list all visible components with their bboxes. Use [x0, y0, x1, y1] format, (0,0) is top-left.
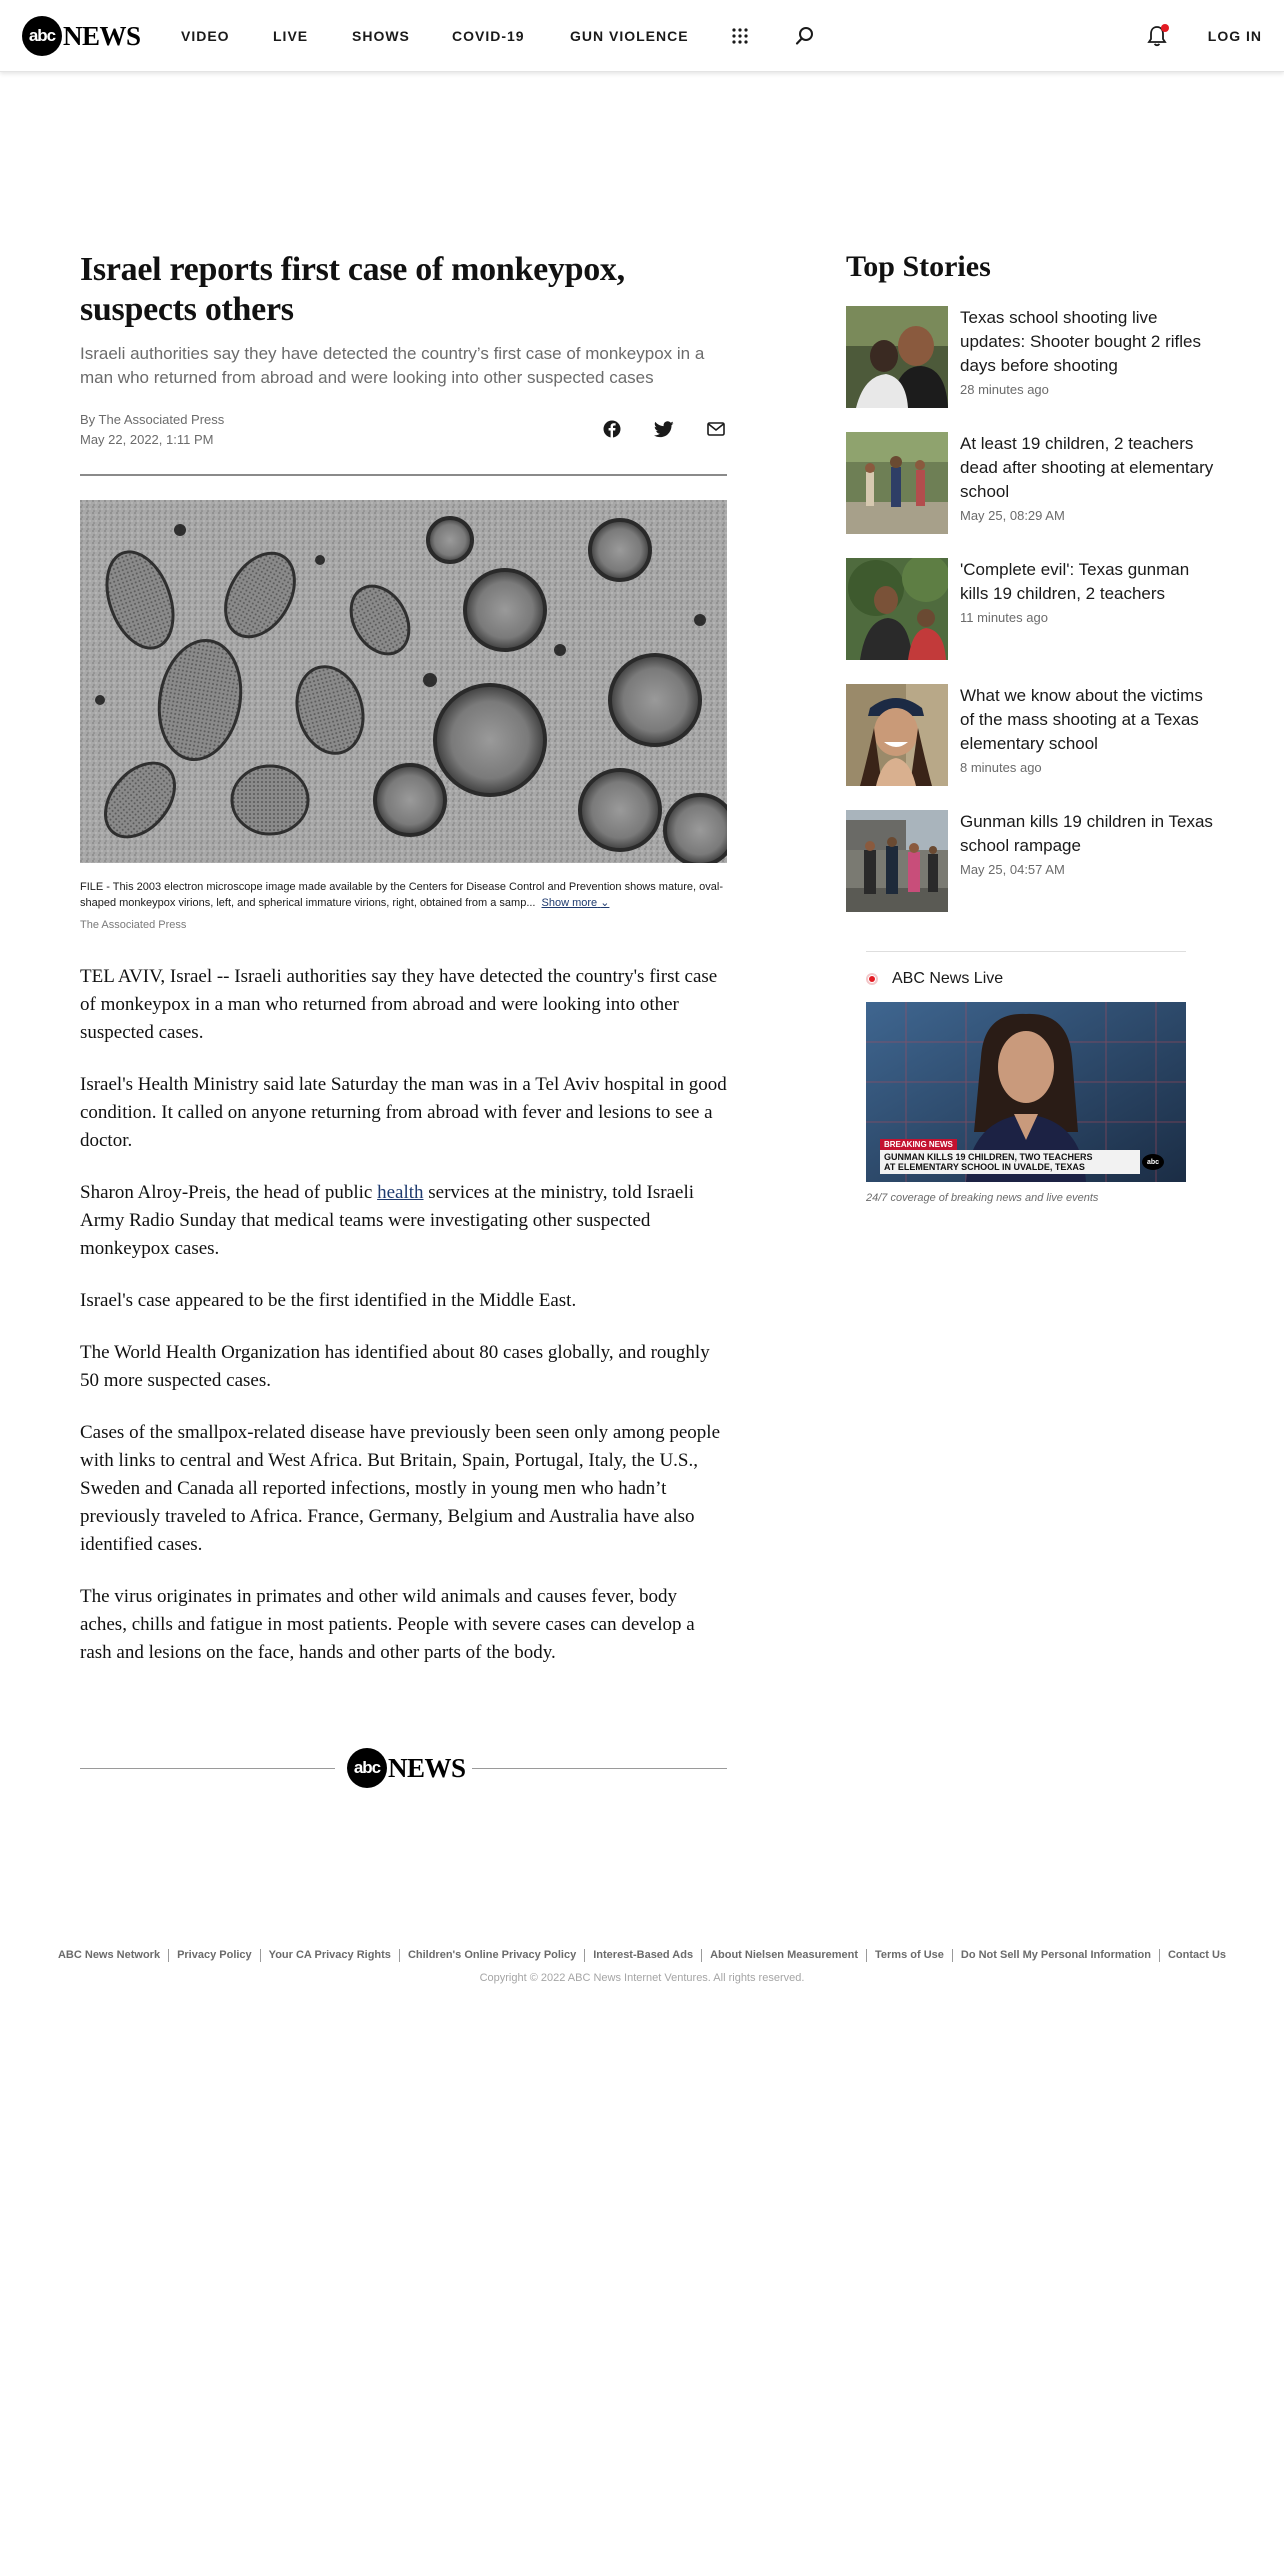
apps-grid-icon[interactable]: [728, 24, 752, 48]
story-headline[interactable]: Gunman kills 19 children in Texas school rampage: [960, 812, 1213, 855]
article: [80, 250, 727, 1667]
notification-dot: [1161, 24, 1169, 32]
paragraph-text-after: services at the ministry, told Israeli Army Radio Sunday that medical teams were investigating other suspected monkeypox cases.: [80, 1182, 695, 1259]
image-caption-text: FILE - This 2003 electron microscope image made available by the Centers for Disease Control and Prevention shows mature, oval-shaped monkeypox virions, left, and spherical immature virions, right, obtained from a samp...: [80, 881, 724, 909]
footer-link-ca-privacy-rights[interactable]: Your CA Privacy Rights: [260, 1949, 399, 1962]
nav-covid-label[interactable]: COVID-19: [452, 28, 525, 44]
article-paragraph: Israel's Health Ministry said late Saturday the man was in a Tel Aviv hospital in good condition. It called on anyone returning from abroad with fever and lesions to see a doctor.: [80, 1074, 727, 1151]
story-headline[interactable]: What we know about the victims of the mass shooting at a Texas elementary school: [960, 686, 1203, 753]
article-headline: Israel reports first case of monkeypox, suspects others: [80, 251, 625, 328]
nav-video-label[interactable]: VIDEO: [181, 28, 230, 44]
site-footer: [0, 1949, 1284, 1984]
live-heading[interactable]: [866, 970, 1186, 988]
article-body: [80, 963, 727, 1667]
article-paragraph: The World Health Organization has identified about 80 cases globally, and roughly 50 more suspected cases.: [80, 1342, 710, 1391]
story-thumbnail[interactable]: [846, 810, 948, 912]
search-icon[interactable]: [793, 24, 817, 48]
top-story-item[interactable]: [846, 810, 1226, 912]
top-story-item[interactable]: [846, 432, 1226, 534]
story-thumbnail[interactable]: [846, 558, 948, 660]
article-paragraph: Cases of the smallpox-related disease have previously been seen only among people with links to central and West Africa. But Britain, Spain, Portugal, Italy, the U.S., Sweden and Canada all reported infections, mostly in young men who hadn’t previously traveled to Africa. France, Germany, Belgium and Australia have also identified cases.: [80, 1422, 720, 1555]
byline[interactable]: By The Associated Press: [80, 412, 225, 427]
story-timestamp: May 25, 08:29 AM: [960, 508, 1065, 523]
byline-row: [80, 410, 727, 452]
article-paragraph: Israel's case appeared to be the first identified in the Middle East.: [80, 1290, 577, 1311]
login-button[interactable]: LOG IN: [1207, 28, 1262, 44]
story-timestamp: 28 minutes ago: [960, 382, 1049, 397]
copyright: Copyright © 2022 ABC News Internet Ventures. All rights reserved.: [479, 1972, 805, 1984]
abc-news-logo[interactable]: [22, 16, 141, 56]
live-divider: [866, 951, 1186, 952]
live-label[interactable]: ABC News Live: [892, 970, 1004, 987]
bell-icon[interactable]: [1145, 24, 1169, 48]
footer-link-contact[interactable]: Contact Us: [1159, 1949, 1234, 1962]
top-stories: [846, 250, 1226, 936]
chyron-line-2: AT ELEMENTARY SCHOOL IN UVALDE, TEXAS: [884, 1162, 1085, 1172]
nav-item-shows[interactable]: [352, 0, 410, 72]
article-paragraph: The virus originates in primates and other wild animals and causes fever, body aches, chills and fatigue in most patients. People with severe cases can develop a rash and lesions on the face, hands and other parts of the body.: [80, 1586, 695, 1663]
top-story-item[interactable]: [846, 558, 1226, 660]
logo-wordmark: NEWS: [63, 20, 141, 51]
story-thumbnail[interactable]: [846, 432, 948, 534]
chevron-down-icon: ⌄: [600, 897, 610, 909]
divider-right: [472, 1768, 727, 1769]
footer-link-terms[interactable]: Terms of Use: [866, 1949, 952, 1962]
end-logo-wordmark: NEWS: [388, 1752, 466, 1783]
story-headline[interactable]: Texas school shooting live updates: Shooter bought 2 rifles days before shooting: [960, 308, 1201, 375]
logo-mark: abc: [22, 16, 62, 56]
top-stories-list: [846, 306, 1226, 912]
abc-news-end-logo: [347, 1748, 466, 1788]
footer-link-do-not-sell[interactable]: Do Not Sell My Personal Information: [952, 1949, 1159, 1962]
nav-gun-violence-label[interactable]: GUN VIOLENCE: [570, 28, 689, 44]
twitter-icon[interactable]: [653, 418, 675, 440]
footer-link-interest-based-ads[interactable]: Interest-Based Ads: [584, 1949, 701, 1962]
nav-item-live[interactable]: [273, 0, 308, 72]
article-end-logo: [80, 1748, 727, 1788]
email-icon[interactable]: [705, 418, 727, 440]
breaking-news-tag: BREAKING NEWS: [880, 1139, 957, 1150]
live-caption: 24/7 coverage of breaking news and live events: [866, 1192, 1099, 1204]
nav-live-label[interactable]: LIVE: [273, 28, 309, 44]
chyron-line-1: GUNMAN KILLS 19 CHILDREN, TWO TEACHERS: [884, 1152, 1093, 1162]
show-more-link[interactable]: [542, 897, 610, 909]
article-dek: Israeli authorities say they have detected the country’s first case of monkeypox in a man who returned from abroad and were looking into other suspected cases: [80, 344, 705, 387]
top-story-item[interactable]: [846, 306, 1226, 408]
story-headline[interactable]: 'Complete evil': Texas gunman kills 19 children, 2 teachers: [960, 560, 1190, 603]
story-thumbnail[interactable]: [846, 306, 948, 408]
story-thumbnail[interactable]: [846, 684, 948, 786]
footer-link-privacy-policy[interactable]: Privacy Policy: [168, 1949, 260, 1962]
story-timestamp: 8 minutes ago: [960, 760, 1042, 775]
top-story-item[interactable]: [846, 684, 1226, 786]
site-header: [0, 0, 1284, 72]
facebook-icon[interactable]: [601, 418, 623, 440]
story-timestamp: 11 minutes ago: [960, 610, 1048, 625]
image-credit: The Associated Press: [80, 919, 187, 931]
health-link[interactable]: health: [377, 1182, 424, 1203]
show-more-label[interactable]: Show more: [541, 897, 598, 909]
footer-links: [0, 1949, 1284, 1962]
footer-link-nielsen[interactable]: About Nielsen Measurement: [701, 1949, 866, 1962]
nav-shows-label[interactable]: SHOWS: [352, 28, 410, 44]
chyron: [880, 1150, 1140, 1174]
abc-bug-logo: abc: [1142, 1154, 1164, 1170]
hero-image[interactable]: [80, 500, 727, 863]
image-caption: [80, 879, 727, 911]
paragraph-text-before: Sharon Alroy-Preis, the head of public: [80, 1182, 378, 1203]
live-video-player[interactable]: [866, 1002, 1186, 1182]
nav-item-video[interactable]: [181, 0, 230, 72]
footer-link-abc-news-network[interactable]: ABC News Network: [57, 1949, 161, 1961]
share-buttons: [601, 418, 727, 440]
end-logo-mark: abc: [347, 1748, 387, 1788]
footer-link-childrens-privacy[interactable]: Children's Online Privacy Policy: [399, 1949, 584, 1962]
live-indicator-icon: [866, 973, 878, 985]
story-headline[interactable]: At least 19 children, 2 teachers dead after shooting at elementary school: [960, 434, 1214, 501]
story-timestamp: May 25, 04:57 AM: [960, 862, 1065, 877]
article-paragraph-linked: [80, 1179, 727, 1263]
top-stories-title: Top Stories: [846, 250, 991, 283]
abc-news-live-module: [866, 951, 1186, 1204]
nav-item-gun-violence[interactable]: [570, 0, 689, 72]
nav-item-covid[interactable]: [452, 0, 525, 72]
publish-date: May 22, 2022, 1:11 PM: [80, 432, 214, 447]
headline-divider: [80, 474, 727, 476]
article-paragraph: TEL AVIV, Israel -- Israeli authorities say they have detected the country's first case of monkeypox in a man who returned from abroad and were looking into other suspected cases.: [80, 966, 718, 1043]
divider-left: [80, 1768, 335, 1769]
